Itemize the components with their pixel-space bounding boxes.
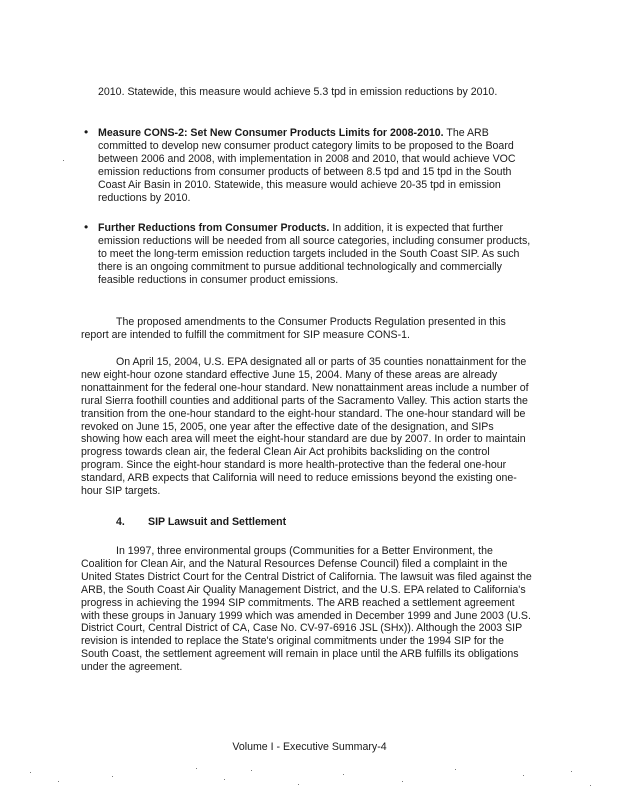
- section-number: 4.: [116, 516, 125, 528]
- bullet-further-reductions: [98, 222, 534, 287]
- bullet-cons-2: [98, 127, 530, 204]
- bullet-further-reductions-text: In addition, it is expected that further emission reductions will be needed from all source categories, including consumer products, to meet the long-term emission reduction targets included in the South Coast SIP. As such there is an ongoing commitment to pursue additional technologically and commercially feasible reductions in consumer product emissions.: [98, 222, 531, 286]
- page-footer: Volume I - Executive Summary-4: [232, 741, 387, 753]
- proposed-amendments-paragraph: The proposed amendments to the Consumer Products Regulation presented in this report are intended to fulfill the commitment for SIP measure CONS-1.: [81, 316, 506, 341]
- top-fragment-paragraph: 2010. Statewide, this measure would achieve 5.3 tpd in emission reductions by 2010.: [98, 86, 498, 98]
- lawsuit-paragraph: In 1997, three environmental groups (Communities for a Better Environment, the Coalition for Clean Air, and the Natural Resources Defense Council) filed a complaint in the United States District Court for the Central District of California. The lawsuit was filed against the ARB, the South Coast Air Quality Management District, and the U.S. EPA related to California's progress in achieving the 1994 SIP commitments. The ARB reached a settlement agreement with these groups in January 1999 which was amended in December 1999 and June 2003 (U.S. District Court, Central District of CA, Case No. CV-97-6916 JSL (SHx)). Although the 2003 SIP revision is intended to replace the State's original commitments under the 1994 SIP for the South Coast, the settlement agreement will remain in place until the ARB fulfills its obligations under the agreement.: [81, 545, 532, 674]
- bullet-further-reductions-title: Further Reductions from Consumer Products.: [98, 222, 330, 234]
- bullet-cons-2-text: The ARB committed to develop new consumer product category limits to be proposed to the Board between 2006 and 2008, with implementation in 2008 and 2010, that would achieve VOC emission reductions from consumer products of between 8.5 tpd and 15 tpd in the South Coast Air Basin in 2010. Statewide, this measure would achieve 20-35 tpd in emission reductions by 2010.: [98, 127, 516, 204]
- bullet-marker: •: [84, 220, 89, 234]
- bullet-cons-2-title: Measure CONS-2: Set New Consumer Products Limits for 2008-2010.: [98, 127, 444, 139]
- section-title: SIP Lawsuit and Settlement: [148, 516, 287, 528]
- bullet-marker: •: [84, 125, 89, 139]
- april-2004-paragraph: On April 15, 2004, U.S. EPA designated all or parts of 35 counties nonattainment for the new eight-hour ozone standard effective June 15, 2004. Many of these areas are already nonattainment for the federal one-hour standard. New nonattainment areas include a number of rural Sierra foothill counties and additional parts of the Sacramento Valley. This action starts the transition from the one-hour standard to the eight-hour standard. The one-hour standard will be revoked on June 15, 2005, one year after the effective date of the designation, and SIPs showing how each area will meet the eight-hour standard are due by 2007. In order to maintain progress towards clean air, the federal Clean Air Act prohibits backsliding on the control program. Since the eight-hour standard is more health-protective than the federal one-hour standard, ARB expects that California will need to reduce emissions beyond the existing one-hour SIP targets.: [81, 356, 529, 498]
